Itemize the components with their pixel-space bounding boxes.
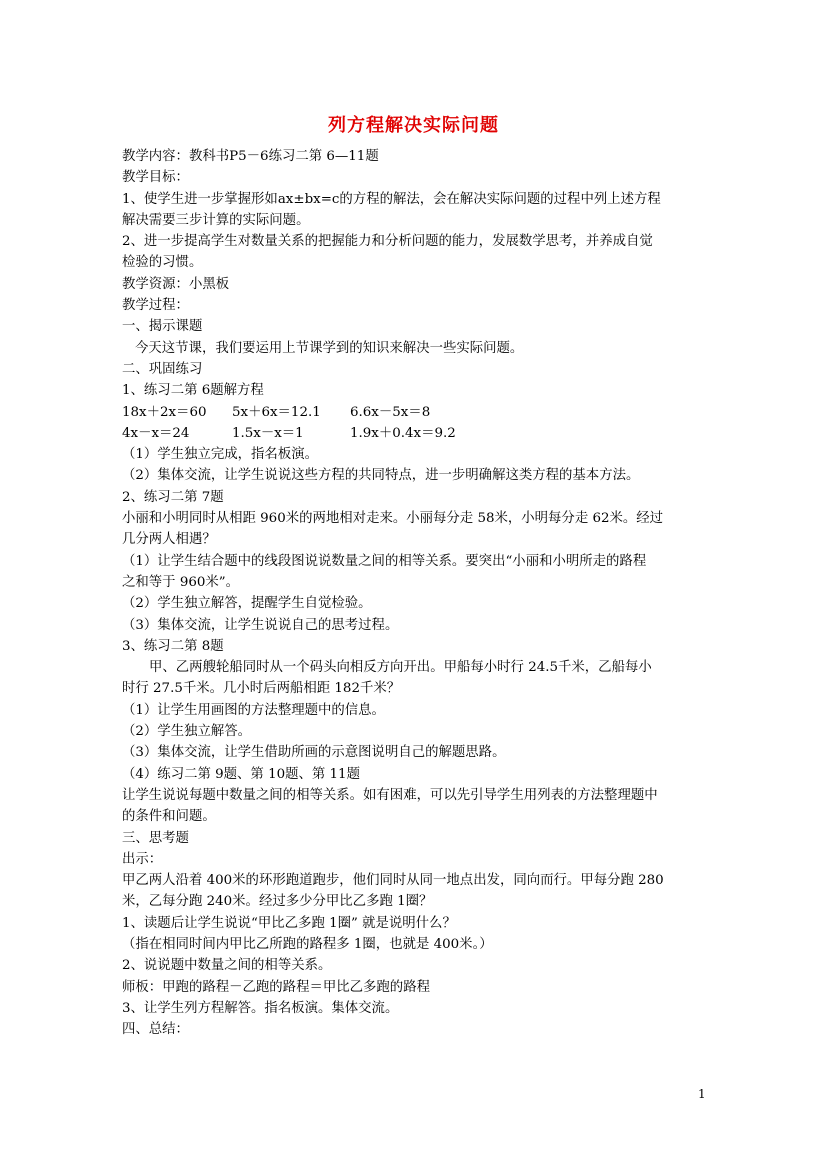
equation: 5x＋6x＝12.1: [232, 404, 321, 420]
equation: 6.6x－5x＝8: [350, 404, 431, 420]
text-line: （1）让学生用画图的方法整理题中的信息。: [122, 702, 385, 718]
text-line: 2、进一步提高学生对数量关系的把握能力和分析问题的能力，发展数学思考，并养成自觉: [122, 234, 653, 250]
text-line: 2、说说题中数量之间的相等关系。: [122, 958, 332, 974]
equation-row: [122, 423, 706, 444]
text-line: （指在相同时间内甲比乙所跑的路程多 1圈，也就是 400米。）: [122, 936, 493, 952]
text-line: 1、使学生进一步掌握形如ax±bx=c的方程的解法，会在解决实际问题的过程中列上述方程: [122, 191, 661, 207]
page-title: 列方程解决实际问题: [328, 115, 499, 136]
text-line: 让学生说说每题中数量之间的相等关系。如有困难，可以先引导学生用列表的方法整理题中: [122, 787, 658, 803]
text-line: （2）集体交流，让学生说说这些方程的共同特点，进一步明确解这类方程的基本方法。: [122, 468, 640, 484]
text-line: 解决需要三步计算的实际问题。: [122, 212, 310, 228]
text-line: 2、练习二第 7题: [122, 489, 224, 505]
equation: 1.9x＋0.4x＝9.2: [350, 425, 456, 441]
section-heading: 一、揭示课题: [122, 319, 203, 335]
text-line: 小丽和小明同时从相距 960米的两地相对走来。小丽每分走 58米，小明每分走 62米。经过: [122, 511, 664, 527]
equation: 18x＋2x＝60: [122, 404, 207, 420]
equation-row: [122, 402, 706, 423]
text-line: 米，乙每分跑 240米。经过多少分甲比乙多跑 1圈？: [122, 894, 433, 910]
section-heading: 二、巩固练习: [122, 361, 203, 377]
text-line: 教学过程：: [122, 298, 189, 314]
text-line: （1）学生独立完成，指名板演。: [122, 447, 318, 463]
equation: 1.5x－x＝1: [232, 425, 304, 441]
text-line: 甲、乙两艘轮船同时从一个码头向相反方向开出。甲船每小时行 24.5千米，乙船每小: [149, 660, 652, 676]
section-heading: 四、总结：: [122, 1022, 189, 1038]
text-line: 3、让学生列方程解答。指名板演。集体交流。: [122, 1000, 399, 1016]
text-line: 教学目标：: [122, 170, 189, 186]
text-line: （3）集体交流，让学生借助所画的示意图说明自己的解题思路。: [122, 745, 506, 761]
text-line: （2）学生独立解答，提醒学生自觉检验。: [122, 596, 372, 612]
text-line: 师板：甲跑的路程－乙跑的路程＝甲比乙多跑的路程: [122, 979, 430, 995]
text-line: 检验的习惯。: [122, 255, 203, 271]
text-line: 甲乙两人沿着 400米的环形跑道跑步，他们同时从同一地点出发，同向而行。甲每分跑 280: [122, 873, 664, 889]
equation: 4x－x＝24: [122, 425, 190, 441]
text-line: 1、读题后让学生说说“甲比乙多跑 1圈” 就是说明什么？: [122, 915, 456, 931]
text-line: 教学资源：小黑板: [122, 276, 230, 292]
text-line: 1、练习二第 6题解方程: [122, 383, 264, 399]
text-line: 时行 27.5千米。几小时后两船相距 182千米？: [122, 681, 401, 697]
text-line: 教学内容：教科书P5－6练习二第 6—11题: [122, 149, 379, 164]
text-line: 几分两人相遇？: [122, 532, 216, 548]
text-line: 3、练习二第 8题: [122, 638, 224, 654]
section-heading: 三、思考题: [122, 830, 189, 846]
page-number: 1: [698, 1087, 706, 1101]
text-line: （2）学生独立解答。: [122, 724, 252, 740]
text-line: 今天这节课，我们要运用上节课学到的知识来解决一些实际问题。: [135, 340, 524, 356]
text-line: 出示：: [122, 851, 163, 867]
text-line: 的条件和问题。: [122, 809, 216, 825]
text-line: （1）让学生结合题中的线段图说说数量之间的相等关系。要突出“小丽和小明所走的路程: [122, 553, 647, 569]
document-body: [122, 146, 706, 1040]
text-line: （3）集体交流，让学生说说自己的思考过程。: [122, 617, 399, 633]
text-line: （4）练习二第 9题、第 10题、第 11题: [122, 766, 360, 782]
text-line: 之和等于 960米”。: [122, 574, 240, 590]
